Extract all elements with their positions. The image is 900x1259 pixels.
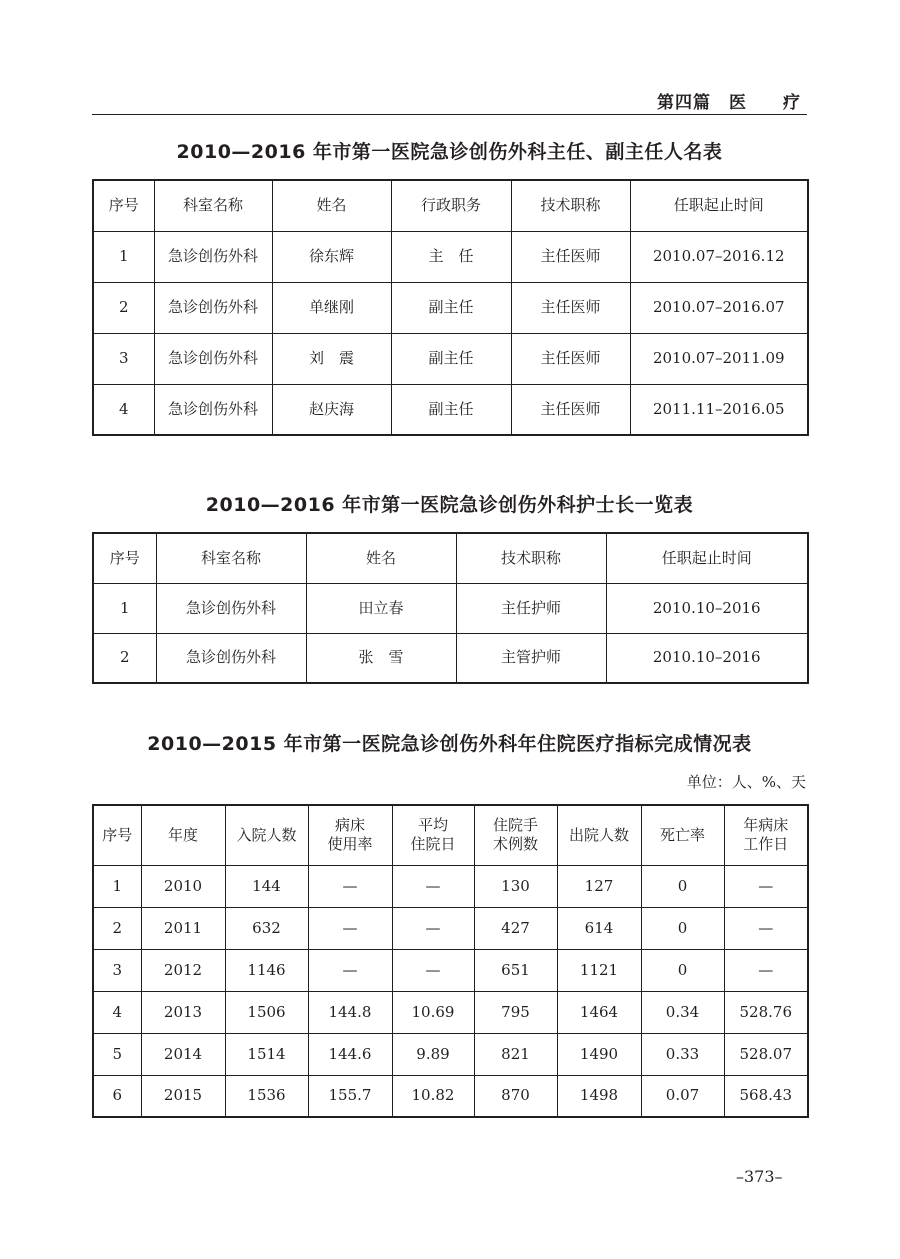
table-cell: 1536	[225, 1075, 308, 1117]
column-header: 姓名	[272, 180, 391, 231]
table-cell: 0.33	[641, 1033, 724, 1075]
column-header: 出院人数	[557, 805, 641, 865]
head-nurses-table	[92, 532, 809, 684]
table-row	[93, 282, 808, 333]
column-header: 任职起止时间	[630, 180, 808, 231]
table-cell: 急诊创伤外科	[156, 633, 306, 683]
table-cell: 127	[557, 865, 641, 907]
column-header: 技术职称	[511, 180, 630, 231]
section-title: 第四篇 医 疗	[657, 93, 801, 113]
table-cell: 0	[641, 949, 724, 991]
table-cell: 155.7	[308, 1075, 392, 1117]
table-cell: 1	[93, 231, 154, 282]
column-header: 平均 住院日	[392, 805, 474, 865]
table-cell: 副主任	[391, 384, 511, 435]
table-row	[93, 907, 808, 949]
table-cell: 田立春	[306, 583, 456, 633]
table-cell: —	[724, 907, 808, 949]
table-cell: —	[392, 907, 474, 949]
column-header: 行政职务	[391, 180, 511, 231]
table-cell: 10.69	[392, 991, 474, 1033]
table-cell: 2010.07–2011.09	[630, 333, 808, 384]
column-header: 入院人数	[225, 805, 308, 865]
table-cell: 6	[93, 1075, 141, 1117]
table-cell: 急诊创伤外科	[156, 583, 306, 633]
table-cell: 4	[93, 991, 141, 1033]
table-row	[93, 991, 808, 1033]
table-row	[93, 384, 808, 435]
column-header: 任职起止时间	[606, 533, 808, 583]
table-cell: 614	[557, 907, 641, 949]
table-cell: 3	[93, 949, 141, 991]
table-cell: 2010.07–2016.07	[630, 282, 808, 333]
table-cell: 徐东辉	[272, 231, 391, 282]
table-cell: 870	[474, 1075, 557, 1117]
table3-title: 2010—2015 年市第一医院急诊创伤外科年住院医疗指标完成情况表	[147, 733, 752, 755]
table-cell: 651	[474, 949, 557, 991]
column-header: 序号	[93, 533, 156, 583]
table-cell: 1	[93, 865, 141, 907]
column-header: 住院手 术例数	[474, 805, 557, 865]
header-row	[93, 180, 808, 231]
table-cell: —	[308, 907, 392, 949]
header-row	[93, 805, 808, 865]
table-cell: 2014	[141, 1033, 225, 1075]
table-cell: 4	[93, 384, 154, 435]
directors-table	[92, 179, 809, 436]
column-header: 姓名	[306, 533, 456, 583]
table-cell: 0	[641, 907, 724, 949]
table-cell: 1498	[557, 1075, 641, 1117]
column-header: 死亡率	[641, 805, 724, 865]
table-cell: 2	[93, 907, 141, 949]
table-cell: 2010.10–2016	[606, 583, 808, 633]
table-cell: 427	[474, 907, 557, 949]
table-cell: 2010.10–2016	[606, 633, 808, 683]
table-cell: 1506	[225, 991, 308, 1033]
table-cell: 0	[641, 865, 724, 907]
table-row	[93, 633, 808, 683]
table-cell: 主任医师	[511, 282, 630, 333]
table-cell: 144.6	[308, 1033, 392, 1075]
table-cell: 0.07	[641, 1075, 724, 1117]
table-cell: 5	[93, 1033, 141, 1075]
table-cell: 2011	[141, 907, 225, 949]
column-header: 科室名称	[154, 180, 272, 231]
table-cell: 528.76	[724, 991, 808, 1033]
table-cell: 795	[474, 991, 557, 1033]
table-cell: 568.43	[724, 1075, 808, 1117]
column-header: 序号	[93, 805, 141, 865]
table-cell: 急诊创伤外科	[154, 333, 272, 384]
table-cell: 3	[93, 333, 154, 384]
table-cell: 主任医师	[511, 333, 630, 384]
table-cell: 9.89	[392, 1033, 474, 1075]
table-cell: 528.07	[724, 1033, 808, 1075]
table-row	[93, 333, 808, 384]
table-cell: 1121	[557, 949, 641, 991]
table-cell: 1146	[225, 949, 308, 991]
table-cell: 2	[93, 282, 154, 333]
table-cell: 急诊创伤外科	[154, 231, 272, 282]
column-header: 序号	[93, 180, 154, 231]
table-cell: —	[308, 949, 392, 991]
table-row	[93, 1033, 808, 1075]
table-cell: 副主任	[391, 282, 511, 333]
table-cell: 主 任	[391, 231, 511, 282]
inpatient-indicators-table	[92, 804, 809, 1118]
table-cell: 主任医师	[511, 231, 630, 282]
table-cell: —	[724, 949, 808, 991]
table-row	[93, 865, 808, 907]
table-cell: 1514	[225, 1033, 308, 1075]
table-cell: 主管护师	[456, 633, 606, 683]
table-cell: 1464	[557, 991, 641, 1033]
table-cell: 1	[93, 583, 156, 633]
table-cell: 821	[474, 1033, 557, 1075]
table-row	[93, 949, 808, 991]
table-cell: 2010.07–2016.12	[630, 231, 808, 282]
table-row	[93, 1075, 808, 1117]
table-cell: 单继刚	[272, 282, 391, 333]
column-header: 技术职称	[456, 533, 606, 583]
table-cell: 144.8	[308, 991, 392, 1033]
table-cell: 1490	[557, 1033, 641, 1075]
page-number: –373–	[736, 1167, 783, 1186]
table-cell: 副主任	[391, 333, 511, 384]
page-header	[92, 82, 807, 115]
table-cell: 2012	[141, 949, 225, 991]
table-cell: 632	[225, 907, 308, 949]
table-row	[93, 231, 808, 282]
table-cell: 0.34	[641, 991, 724, 1033]
table-cell: 张 雪	[306, 633, 456, 683]
table-cell: —	[392, 949, 474, 991]
table-cell: 主任医师	[511, 384, 630, 435]
table-cell: 10.82	[392, 1075, 474, 1117]
table-row	[93, 583, 808, 633]
table-cell: —	[724, 865, 808, 907]
column-header: 年病床 工作日	[724, 805, 808, 865]
table-cell: 主任护师	[456, 583, 606, 633]
table1-title: 2010—2016 年市第一医院急诊创伤外科主任、副主任人名表	[176, 141, 723, 163]
unit-label: 单位：人、%、天	[686, 773, 806, 791]
table2-title: 2010—2016 年市第一医院急诊创伤外科护士长一览表	[205, 494, 694, 516]
table-cell: 2013	[141, 991, 225, 1033]
table-cell: 2010	[141, 865, 225, 907]
table-cell: 赵庆海	[272, 384, 391, 435]
column-header: 年度	[141, 805, 225, 865]
header-row	[93, 533, 808, 583]
table-cell: 2011.11–2016.05	[630, 384, 808, 435]
table-cell: 急诊创伤外科	[154, 384, 272, 435]
column-header: 病床 使用率	[308, 805, 392, 865]
table-cell: —	[392, 865, 474, 907]
table-cell: 2	[93, 633, 156, 683]
table-cell: 急诊创伤外科	[154, 282, 272, 333]
table-cell: 130	[474, 865, 557, 907]
table-cell: 2015	[141, 1075, 225, 1117]
table-cell: 144	[225, 865, 308, 907]
column-header: 科室名称	[156, 533, 306, 583]
table-cell: 刘 震	[272, 333, 391, 384]
table-cell: —	[308, 865, 392, 907]
